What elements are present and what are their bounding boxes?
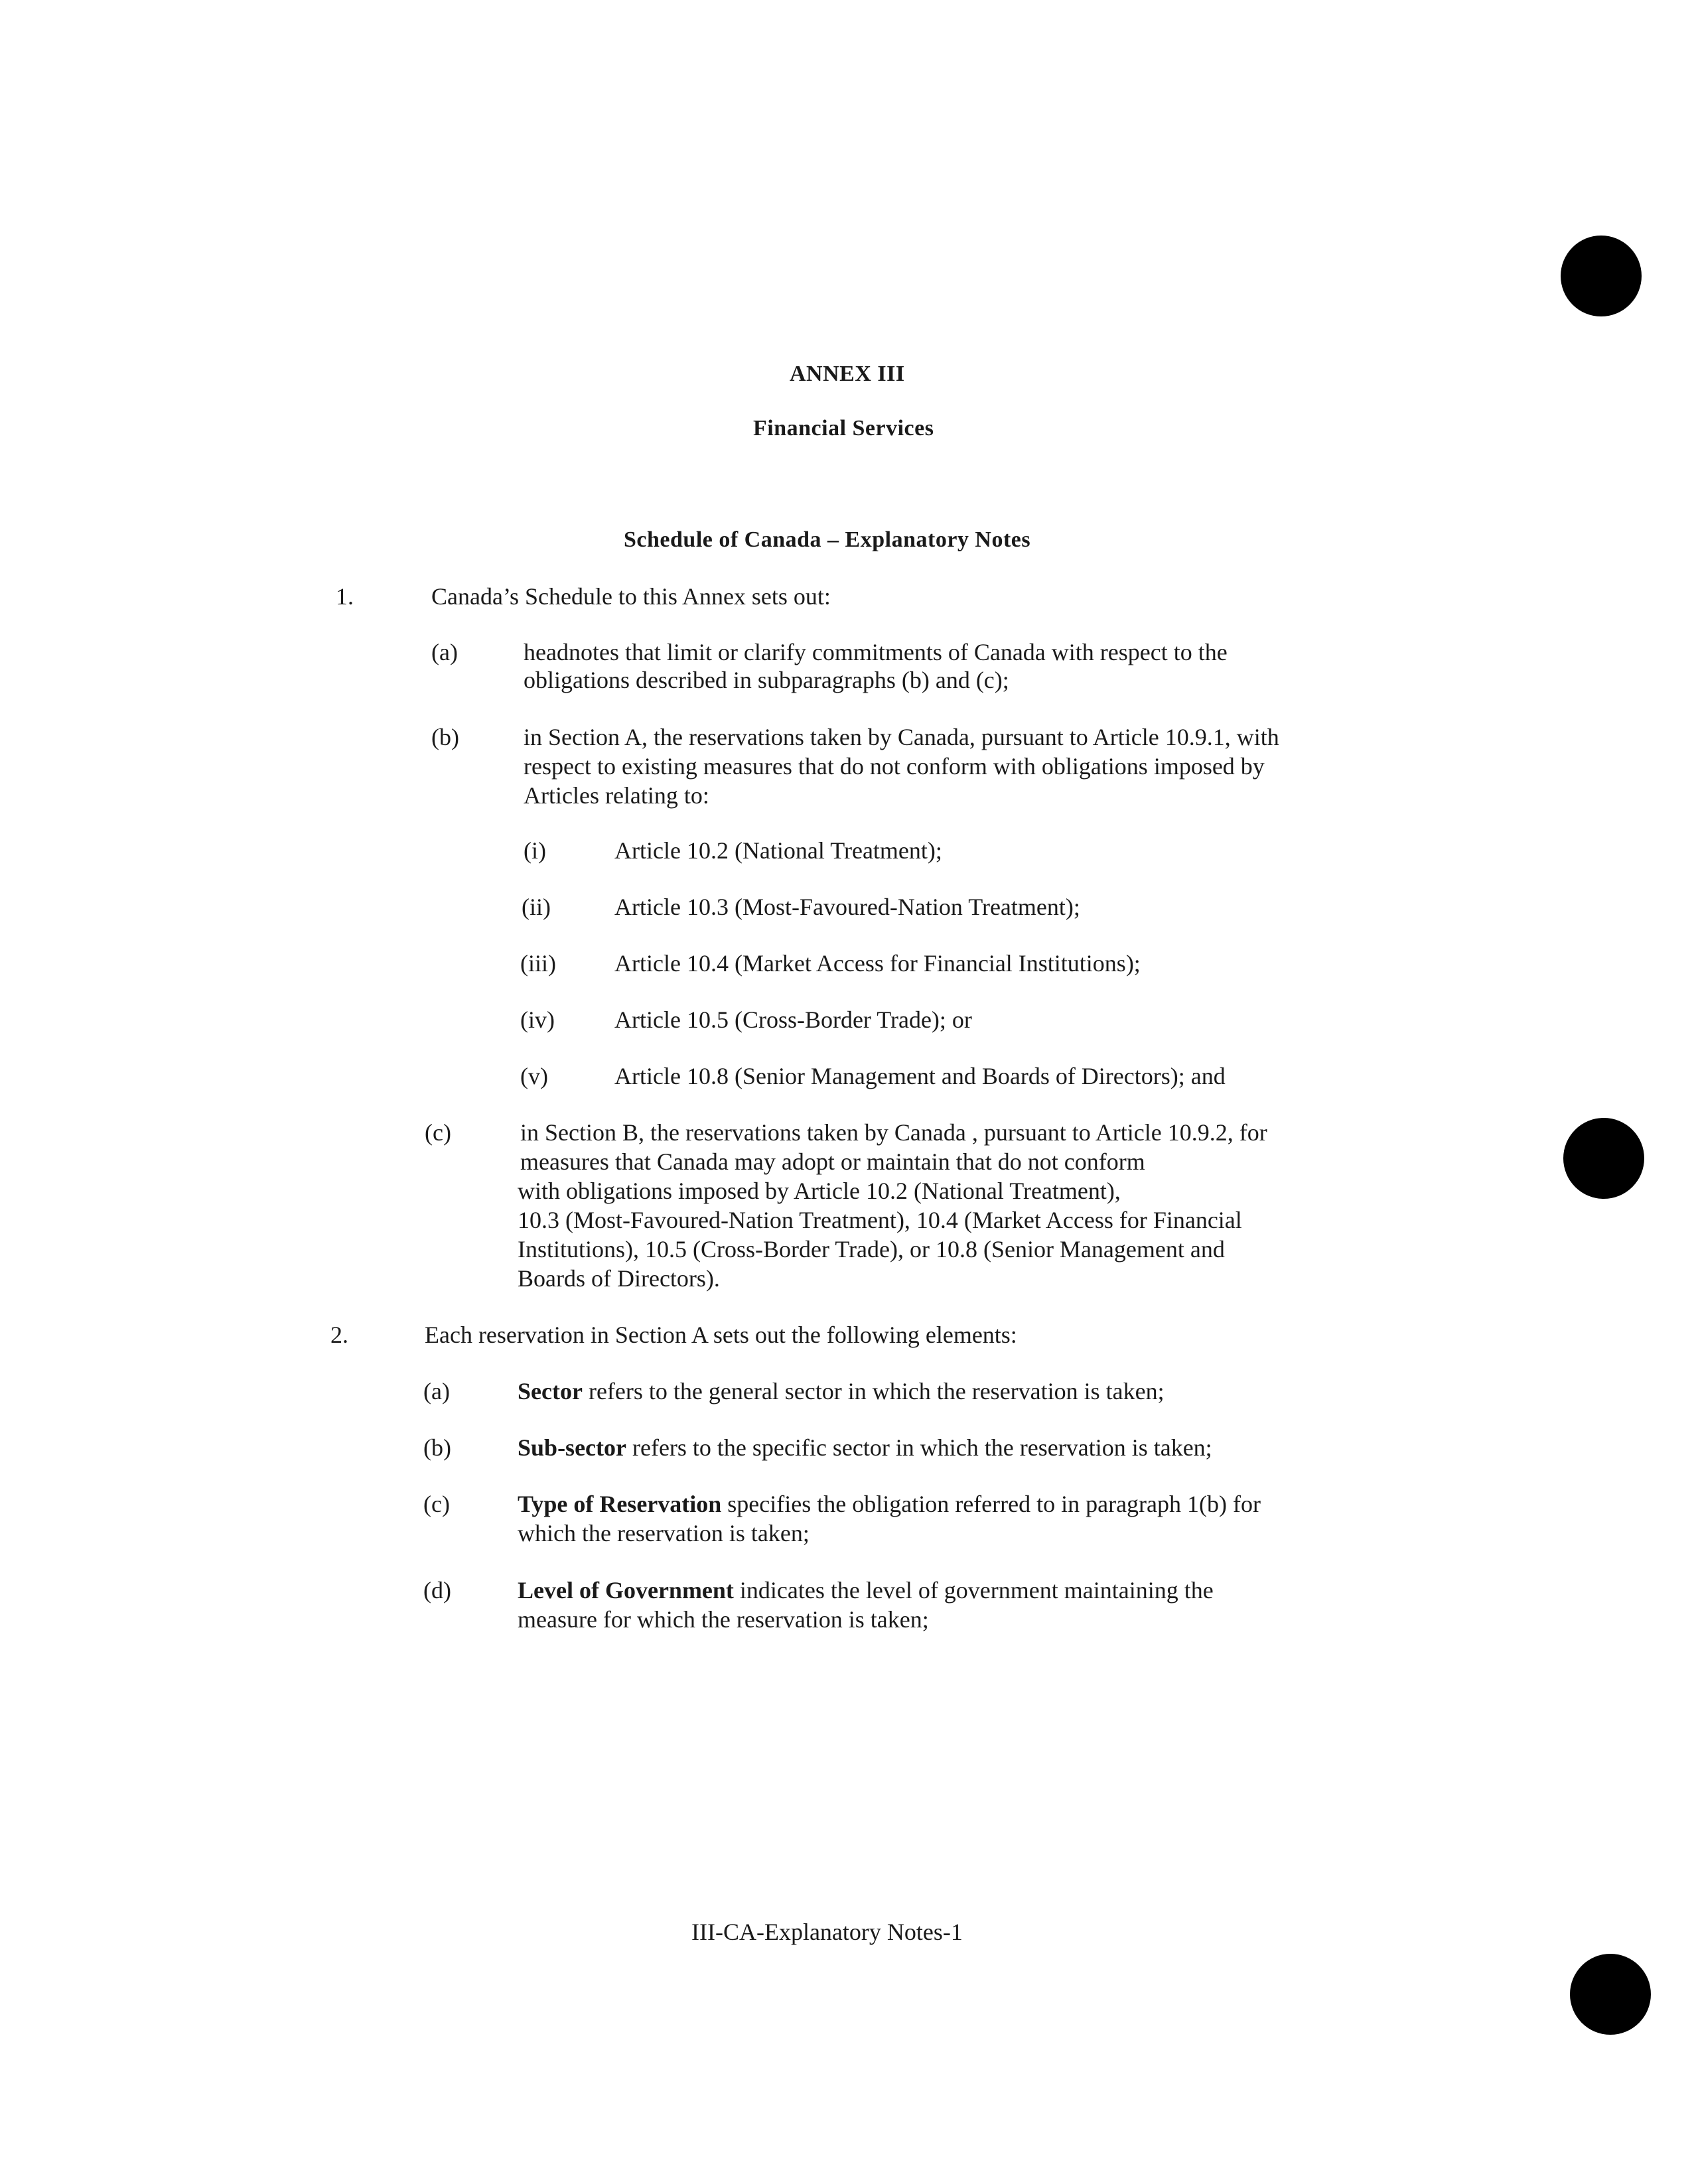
schedule-title: Schedule of Canada – Explanatory Notes xyxy=(624,527,1031,552)
item-2d-label: (d) xyxy=(423,1577,451,1604)
item-2d-term: Level of Government xyxy=(518,1577,734,1604)
paragraph-1-intro: Canada’s Schedule to this Annex sets out: xyxy=(431,583,831,610)
item-2d-line-1: indicates the level of government maintaining the xyxy=(733,1577,1214,1604)
punch-hole-top xyxy=(1561,236,1642,316)
subitem-i-text: Article 10.2 (National Treatment); xyxy=(614,837,942,864)
item-1c-line-6: Boards of Directors). xyxy=(518,1265,720,1292)
subitem-ii-text: Article 10.3 (Most-Favoured-Nation Treatment); xyxy=(614,894,1080,920)
page-footer: III-CA-Explanatory Notes-1 xyxy=(691,1919,963,1945)
item-1b-line-1: in Section A, the reservations taken by Canada, pursuant to Article 10.9.1, with xyxy=(524,724,1279,750)
item-2b-line-1: refers to the specific sector in which the reservation is taken; xyxy=(626,1434,1212,1461)
item-2a-line-1: refers to the general sector in which the reservation is taken; xyxy=(582,1378,1165,1404)
item-2c-label: (c) xyxy=(423,1491,450,1517)
item-1b-line-2: respect to existing measures that do not conform with obligations imposed by xyxy=(524,753,1265,780)
item-2b-text xyxy=(518,1433,1212,1462)
annex-title: ANNEX III xyxy=(790,362,905,386)
paragraph-1-number: 1. xyxy=(336,583,354,610)
item-2c-text xyxy=(518,1489,1261,1519)
item-2a-label: (a) xyxy=(423,1378,450,1404)
item-1a-line-2: obligations described in subparagraphs (b) and (c); xyxy=(524,667,1009,693)
item-2c-line-2: which the reservation is taken; xyxy=(518,1520,810,1546)
item-1c-line-3: with obligations imposed by Article 10.2 (National Treatment), xyxy=(518,1178,1121,1204)
item-1c-line-5: Institutions), 10.5 (Cross-Border Trade), or 10.8 (Senior Management and xyxy=(518,1236,1225,1263)
item-2a-text xyxy=(518,1377,1165,1406)
subitem-iii-label: (iii) xyxy=(520,950,556,977)
punch-hole-bottom xyxy=(1570,1954,1651,2035)
punch-hole-middle xyxy=(1563,1118,1644,1199)
item-2c-line-1: specifies the obligation referred to in paragraph 1(b) for xyxy=(721,1491,1261,1517)
subitem-iv-label: (iv) xyxy=(520,1006,555,1033)
item-1c-line-2: measures that Canada may adopt or maintain that do not conform xyxy=(520,1148,1145,1175)
item-1b-label: (b) xyxy=(431,724,459,750)
item-2d-text xyxy=(518,1576,1214,1605)
annex-subtitle: Financial Services xyxy=(753,416,934,441)
item-1a-line-1: headnotes that limit or clarify commitments of Canada with respect to the xyxy=(524,639,1228,665)
item-2b-term: Sub-sector xyxy=(518,1434,626,1461)
subitem-iii-text: Article 10.4 (Market Access for Financial Institutions); xyxy=(614,950,1141,977)
subitem-ii-label: (ii) xyxy=(522,894,551,920)
item-1a-label: (a) xyxy=(431,639,458,665)
paragraph-2-number: 2. xyxy=(330,1322,348,1348)
subitem-i-label: (i) xyxy=(524,837,546,864)
subitem-v-label: (v) xyxy=(520,1063,548,1089)
item-2c-term: Type of Reservation xyxy=(518,1491,722,1517)
item-2d-line-2: measure for which the reservation is taken; xyxy=(518,1606,929,1633)
item-1c-label: (c) xyxy=(425,1119,451,1146)
item-1c-line-1: in Section B, the reservations taken by Canada , pursuant to Article 10.9.2, for xyxy=(520,1119,1267,1146)
item-2a-term: Sector xyxy=(518,1378,583,1404)
item-2b-label: (b) xyxy=(423,1434,451,1461)
subitem-iv-text: Article 10.5 (Cross-Border Trade); or xyxy=(614,1006,972,1033)
subitem-v-text: Article 10.8 (Senior Management and Boards of Directors); and xyxy=(614,1063,1226,1089)
item-1c-line-4: 10.3 (Most-Favoured-Nation Treatment), 10.4 (Market Access for Financial xyxy=(518,1207,1242,1233)
item-1b-line-3: Articles relating to: xyxy=(524,782,709,809)
paragraph-2-intro: Each reservation in Section A sets out the following elements: xyxy=(425,1322,1017,1348)
